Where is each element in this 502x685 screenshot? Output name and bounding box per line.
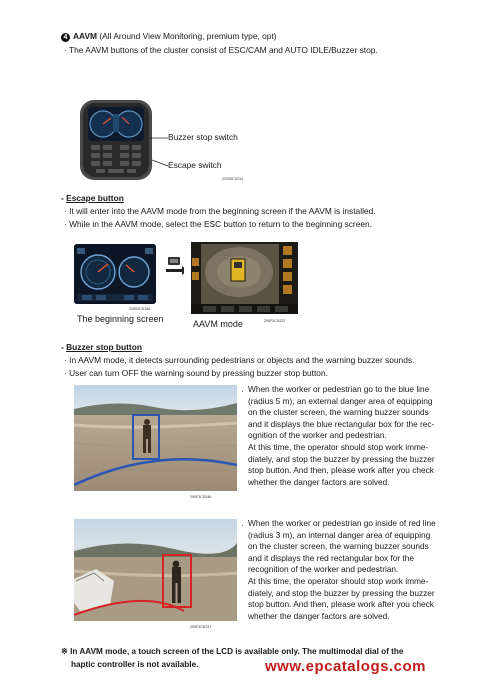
callout-lines <box>150 130 170 172</box>
escape-switch-label: Escape switch <box>168 160 222 170</box>
note-line-1: ※ In AAVM mode, a touch screen of the LCD is available only. The multimodal dial of the <box>61 647 404 656</box>
escape-button-heading: - Escape button <box>61 193 124 203</box>
red-zone-photo <box>74 519 237 621</box>
buzzer-bullet-1: · In AAVM mode, it detects surrounding pedestrians or objects and the warning buzzer sounds. <box>64 355 415 365</box>
section-title: AAVM <box>73 31 98 41</box>
beginning-screen-code: 22053CD156 <box>129 307 151 311</box>
aavm-mode-code: 290F3CD222 <box>264 319 286 323</box>
blue-zone-description: When the worker or pedestrian go to the blue line (radius 5 m), an external danger area of equipping on the cluster screen, the warning buzzer sounds and it displays the blue rectangular box for the rec- ognition of the worker and pedestrian. At this time, the operator should stop work imme- diately, and stop the buzzer by pressing the buzzer stop button. And then, please work after you check whether the danger factors are solved. <box>248 384 435 487</box>
cluster-device-image <box>76 98 156 182</box>
beginning-screen-image <box>74 244 156 304</box>
figure1-code: 22053CD244 <box>222 177 244 181</box>
section-number-badge: 4 <box>61 33 70 42</box>
aavm-mode-screen-image <box>191 242 298 314</box>
section-intro: · The AAVM buttons of the cluster consist of ESC/CAM and AUTO IDLE/Buzzer stop. <box>64 45 378 55</box>
note-line-2: haptic controller is not available. <box>71 660 199 669</box>
red-photo-code: 290F3CD247 <box>190 625 212 629</box>
red-zone-description: When the worker or pedestrian go inside of red line (radius 3 m), an internal danger area of equipping on the cluster screen, the warning buzzer sounds and it displays the red rectangular box for the recognition of the worker and pedestrian. At this time, the operator should stop work imme- diately, and stop the buzzer by pressing the buzzer stop button. And then, please work after you check whether the danger factors are solved. <box>248 518 436 621</box>
escape-bullet-2: · While in the AAVM mode, select the ESC button to return to the beginning screen. <box>64 219 373 229</box>
buzzer-button-heading: - Buzzer stop button <box>61 342 142 352</box>
buzzer-bullet-2: · User can turn OFF the warning sound by pressing buzzer stop button. <box>64 368 328 378</box>
esc-switch-arrow-icon <box>164 255 184 281</box>
section-subtitle: (All Around View Monitoring, premium type, opt) <box>99 31 277 41</box>
buzzer-stop-switch-label: Buzzer stop switch <box>168 132 238 142</box>
watermark-text: www.epcatalogs.com <box>265 658 426 675</box>
escape-bullet-1: · It will enter into the AAVM mode from the beginning screen if the AAVM is installed. <box>64 206 376 216</box>
section-header <box>61 31 277 42</box>
aavm-mode-caption: AAVM mode <box>193 319 243 329</box>
beginning-screen-caption: The beginning screen <box>77 314 164 324</box>
blue-zone-photo <box>74 385 237 491</box>
blue-photo-code: 290F3CD246 <box>190 495 212 499</box>
